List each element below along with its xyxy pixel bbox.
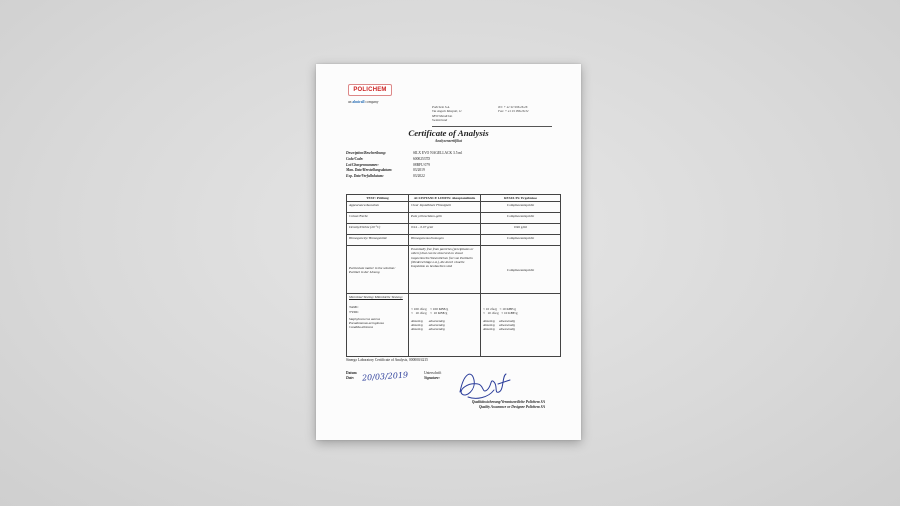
document-subtitle: Analysenzertifikat: [435, 139, 462, 143]
address-line: Via Angelo Maspoli, 11: [432, 109, 462, 114]
test-cell: Particulate matter in the solution/ Partikel in der Lösung: [347, 246, 409, 294]
micro-result: Absent/g abwesend/g: [483, 322, 516, 327]
meta-value: 03/2022: [413, 174, 425, 179]
result-cell: Complies/entspricht: [481, 202, 561, 213]
micro-test: Staphylococcus aureus: [349, 316, 381, 321]
meta-label: Exp. Date/Verfallsdatum:: [346, 174, 384, 179]
table-row: [347, 235, 561, 246]
address-line: 6850 Mendrisio: [432, 113, 453, 118]
micro-result: < 10 cfu/g < 10 KBE/g: [483, 311, 518, 316]
meta-value: 03/2019: [413, 168, 425, 173]
polichem-logo: POLICHEM: [348, 84, 392, 96]
micro-test: Candida albicans: [349, 325, 374, 330]
micro-tests-cell: [347, 294, 409, 357]
limit-cell: 0.94 – 0.97 g/ml: [409, 224, 481, 235]
meta-label: Lot/Chargennummer:: [346, 162, 379, 167]
test-cell: Homogeneity/ Homogenität: [347, 235, 409, 246]
table-row: [347, 202, 561, 213]
limit-cell: Homogeneous/homogen: [409, 235, 481, 246]
company-contacts: [498, 105, 528, 114]
group-line: [348, 100, 379, 104]
product-meta: [346, 151, 462, 180]
date-label-en: Date:: [346, 376, 355, 380]
table-row: [347, 224, 561, 235]
table-row: [347, 213, 561, 224]
limit-cell: Pale yellow/blass-gelb: [409, 213, 481, 224]
micro-results-cell: [481, 294, 561, 357]
micro-limit: < 100 cfu/g < 100 KBE/g: [411, 307, 449, 312]
micro-test: TAMC: [349, 305, 359, 310]
footer-line: Quality Assurance or Designee Polichem SA: [478, 405, 545, 410]
header-limits: ACCEPTANCE LIMITS/ Akzeptanzlimits: [409, 195, 481, 202]
footer-line: Qualitätssicherung/Verantwortliche Polichem SA: [471, 400, 545, 404]
micro-limit: Absent/g abwesend/g: [411, 327, 445, 332]
almirall-brand: almirall: [352, 100, 365, 104]
meta-label: Description/Beschreibung:: [346, 151, 386, 155]
footer-block: [472, 400, 545, 411]
result-cell: 0.96 g/ml: [481, 224, 561, 235]
address-line: Polichem S.A.: [432, 105, 450, 109]
meta-label: Code/Code:: [346, 156, 364, 161]
document-title: Certificate of Analysis: [408, 128, 489, 138]
signature-label-de: Unterschrift: [424, 371, 442, 375]
reference-note: Sinergo Laboratory Certificate of Analysis, 000000/4215: [346, 358, 428, 362]
handwritten-signature: [454, 364, 514, 404]
address-line: Switzerland: [432, 118, 448, 123]
micro-result: < 10 cfu/g < 10 KBE/g: [483, 307, 516, 312]
micro-result: Absent/g abwesend/g: [483, 327, 516, 332]
handwritten-date: 20/03/2019: [361, 370, 409, 383]
test-cell: Colour/Farbe: [347, 213, 409, 224]
signature-label-en: Signature:: [424, 376, 440, 380]
table-row: [347, 246, 561, 294]
company-address: [432, 105, 462, 123]
micro-limit: < 10 cfu/g < 10 KBE/g: [411, 311, 448, 316]
meta-value: 60002537D: [413, 156, 430, 161]
micro-test: TYMC: [349, 309, 359, 314]
result-cell: Complies/entspricht: [481, 235, 561, 246]
micro-limits-cell: [409, 294, 481, 357]
meta-label: Man. Date/Herstellungsdatum:: [346, 168, 393, 173]
micro-title: Microbial Testing/ Mikrobielle Testung:: [349, 295, 403, 300]
micro-limit: Absent/g abwesend/g: [411, 318, 445, 323]
limit-cell: Clear liquid/klare Flüssigkeit: [409, 202, 481, 213]
micro-test: Pseudomonas aeruginosa: [349, 321, 384, 326]
result-cell: Complies/entspricht: [481, 246, 561, 294]
meta-value: SILX EVO NAGELLACK 3.5 ml: [413, 151, 463, 155]
result-cell: Complies/entspricht: [481, 213, 561, 224]
analysis-table: [346, 194, 561, 357]
test-cell: Density/Dichte (20 °C): [347, 224, 409, 235]
header-divider: [432, 126, 552, 127]
address-line: Fax: + 41 91 996.26.32: [498, 109, 529, 114]
group-suffix: company: [365, 100, 379, 104]
table-row-microbial: [347, 294, 561, 357]
header-test: TEST/ Prüfung: [347, 195, 409, 202]
meta-row: [346, 174, 462, 180]
meta-value: 08BFU 079: [413, 162, 430, 167]
header-results: RESULTS/ Ergebnisse: [481, 195, 561, 202]
group-prefix: an: [348, 100, 352, 104]
table-header-row: [347, 195, 561, 202]
test-cell: Appearance/Aussehen: [347, 202, 409, 213]
date-label-de: Datum: [346, 371, 357, 375]
micro-result: Absent/g abwesend/g: [483, 318, 516, 323]
micro-limit: Absent/g abwesend/g: [411, 322, 445, 327]
certificate-page: [316, 64, 581, 440]
limit-cell: Essentially free from particles (precipitates or others) that can be observed on visual inspection/Im Wesentlichen frei von Partikeln (Niederschläge o.ä.), die durch visuelle Inspektion zu beobachten sind: [409, 246, 481, 294]
address-line: Tel: + 41 91 996.26.26: [498, 105, 528, 109]
